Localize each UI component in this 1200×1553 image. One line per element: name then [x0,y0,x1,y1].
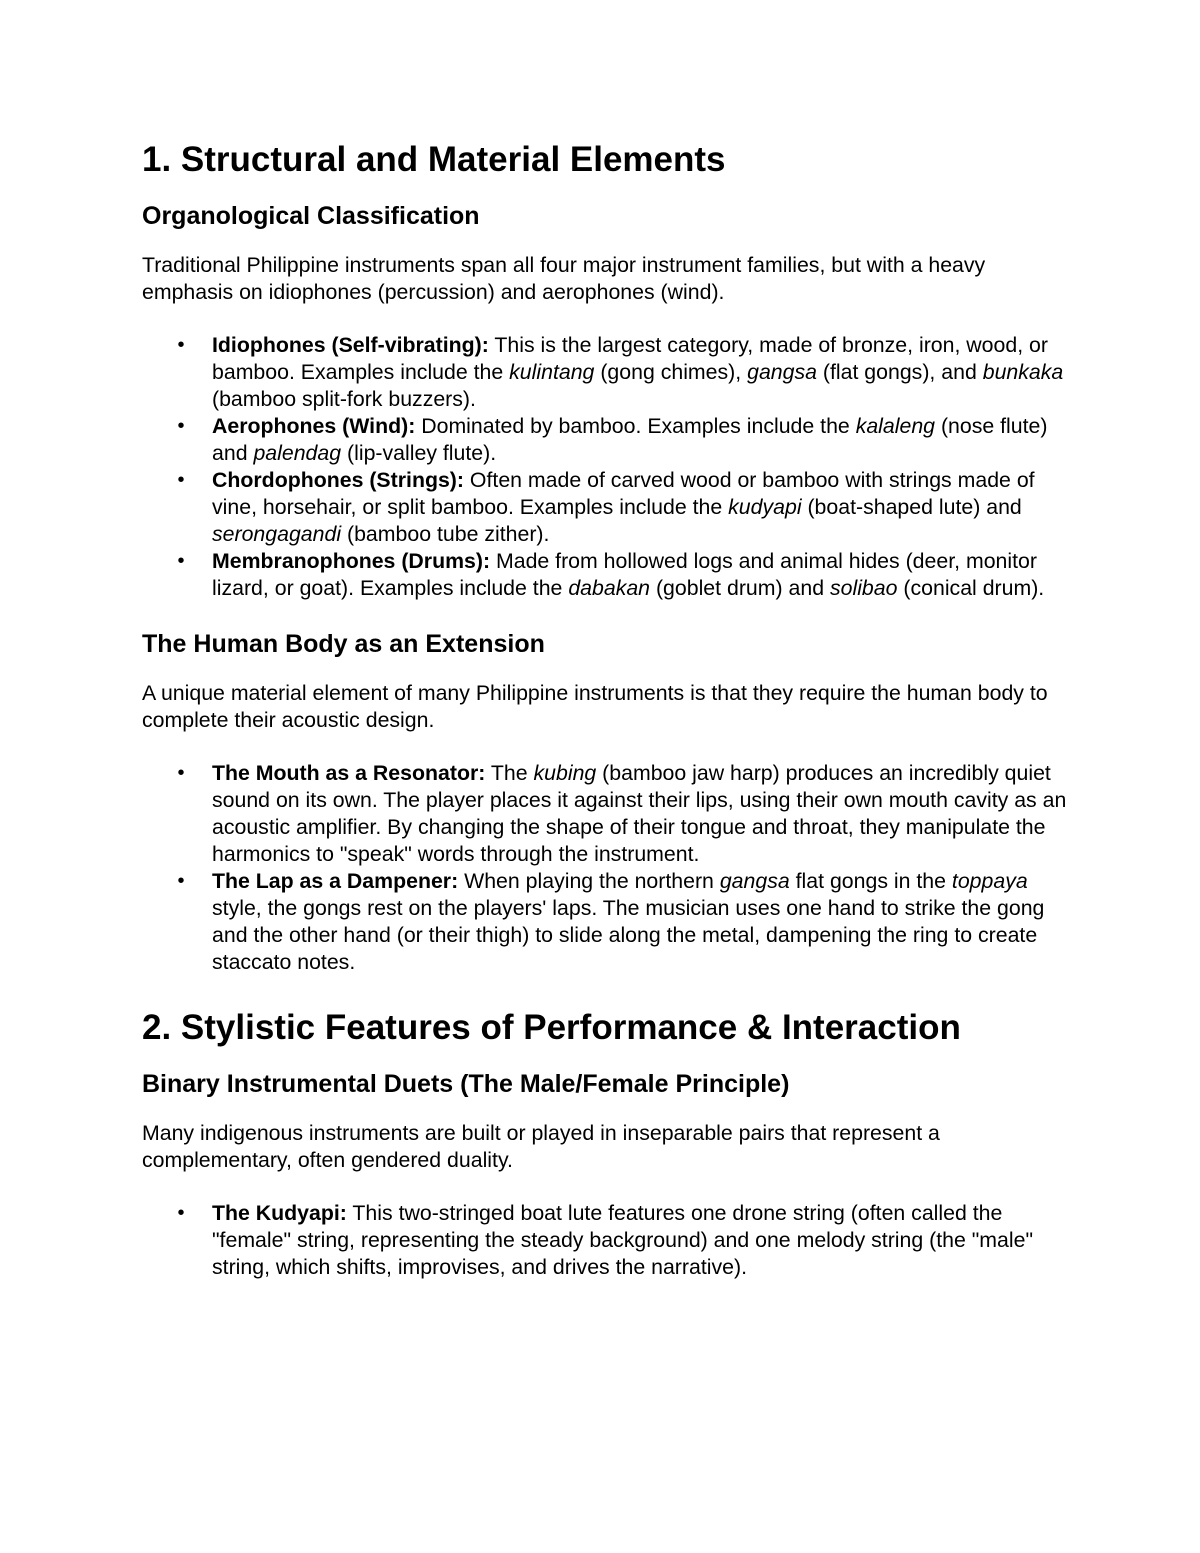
item-term-italic: toppaya [951,869,1028,893]
item-term-italic: solibao [829,576,898,600]
item-term-italic: serongagandi [212,522,342,546]
item-term: Idiophones (Self-vibrating): [212,333,489,357]
item-term-italic: kulintang [509,360,595,384]
item-text: (goblet drum) and [650,576,830,600]
list-item-chordophones [177,467,1072,548]
item-text: (flat gongs), and [816,360,983,384]
bullet-icon: • [177,469,185,491]
item-text: Often made of carved wood or bamboo with strings made of vine, horsehair, or split bamboo. Examples include the [212,468,1035,519]
item-text: (gong chimes), [594,360,748,384]
list-item-mouth-resonator [177,760,1072,868]
bullet-icon: • [177,550,185,572]
item-term-italic: bunkaka [982,360,1064,384]
binary-duets-heading: Binary Instrumental Duets (The Male/Female Principle) [142,1070,790,1098]
item-text: This is the largest category, made of bronze, iron, wood, or bamboo. Examples include the [212,333,1048,384]
item-term: The Kudyapi: [212,1201,347,1225]
list-item-membranophones [177,548,1072,602]
item-term-italic: kubing [533,761,597,785]
item-term-italic: gangsa [747,360,817,384]
list-item-kudyapi [177,1200,1072,1281]
bullet-icon: • [177,1202,185,1224]
item-term: Membranophones (Drums): [212,549,491,573]
item-text: (boat-shaped lute) and [801,495,1022,519]
list-item-aerophones [177,413,1072,467]
list-item-lap-dampener [177,868,1072,976]
section-2-title: 2. Stylistic Features of Performance & Interaction [142,1008,961,1047]
item-text: This two-stringed boat lute features one drone string (often called the "female" string, representing the steady background) and one melody string (the "male" string, which shifts, improvises, and drives the narrative). [212,1201,1034,1279]
item-term-italic: gangsa [719,869,790,893]
section-1-title: 1. Structural and Material Elements [142,140,726,179]
item-text: (nose flute) and [212,414,1048,465]
human-body-intro: A unique material element of many Philippine instruments is that they require the human body to complete their acoustic design. [142,681,1048,732]
item-text: (bamboo jaw harp) produces an incredibly quiet sound on its own. The player places it against their lips, using their own mouth cavity as an acoustic amplifier. By changing the shape of their tongue and throat, they manipulate the harmonics to "speak" words through the instrument. [212,761,1067,866]
item-term-italic: kalaleng [855,414,936,438]
item-text: (lip-valley flute). [341,441,497,465]
document-page [142,138,1072,1307]
instrument-families-list [142,332,1072,602]
item-text: (bamboo split-fork buzzers). [212,387,476,411]
item-term: The Mouth as a Resonator: [212,761,486,785]
item-text: (bamboo tube zither). [341,522,550,546]
list-item-idiophones [177,332,1072,413]
item-text: Dominated by bamboo. Examples include the [415,414,856,438]
organological-intro: Traditional Philippine instruments span all four major instrument families, but with a heavy emphasis on idiophones (percussion) and aerophones (wind). [142,253,986,304]
item-term: Aerophones (Wind): [212,414,416,438]
item-text: style, the gongs rest on the players' laps. The musician uses one hand to strike the gong and the other hand (or their thigh) to slide along the metal, dampening the ring to create staccato notes. [212,896,1045,974]
human-body-list [142,760,1072,976]
item-text: The [485,761,534,785]
item-text: When playing the northern [458,869,720,893]
bullet-icon: • [177,334,185,356]
item-term: Chordophones (Strings): [212,468,464,492]
item-term-italic: palendag [253,441,342,465]
bullet-icon: • [177,415,185,437]
binary-duets-list [142,1200,1072,1281]
item-term-italic: kudyapi [728,495,802,519]
organological-heading: Organological Classification [142,202,480,230]
item-text: (conical drum). [897,576,1045,600]
binary-duets-intro: Many indigenous instruments are built or played in inseparable pairs that represent a complementary, often gendered duality. [142,1121,940,1172]
item-text: Made from hollowed logs and animal hides (deer, monitor lizard, or goat). Examples include the [212,549,1037,600]
item-term-italic: dabakan [568,576,651,600]
item-term: The Lap as a Dampener: [212,869,459,893]
item-text: flat gongs in the [789,869,952,893]
bullet-icon: • [177,762,185,784]
human-body-heading: The Human Body as an Extension [142,630,545,658]
bullet-icon: • [177,870,185,892]
